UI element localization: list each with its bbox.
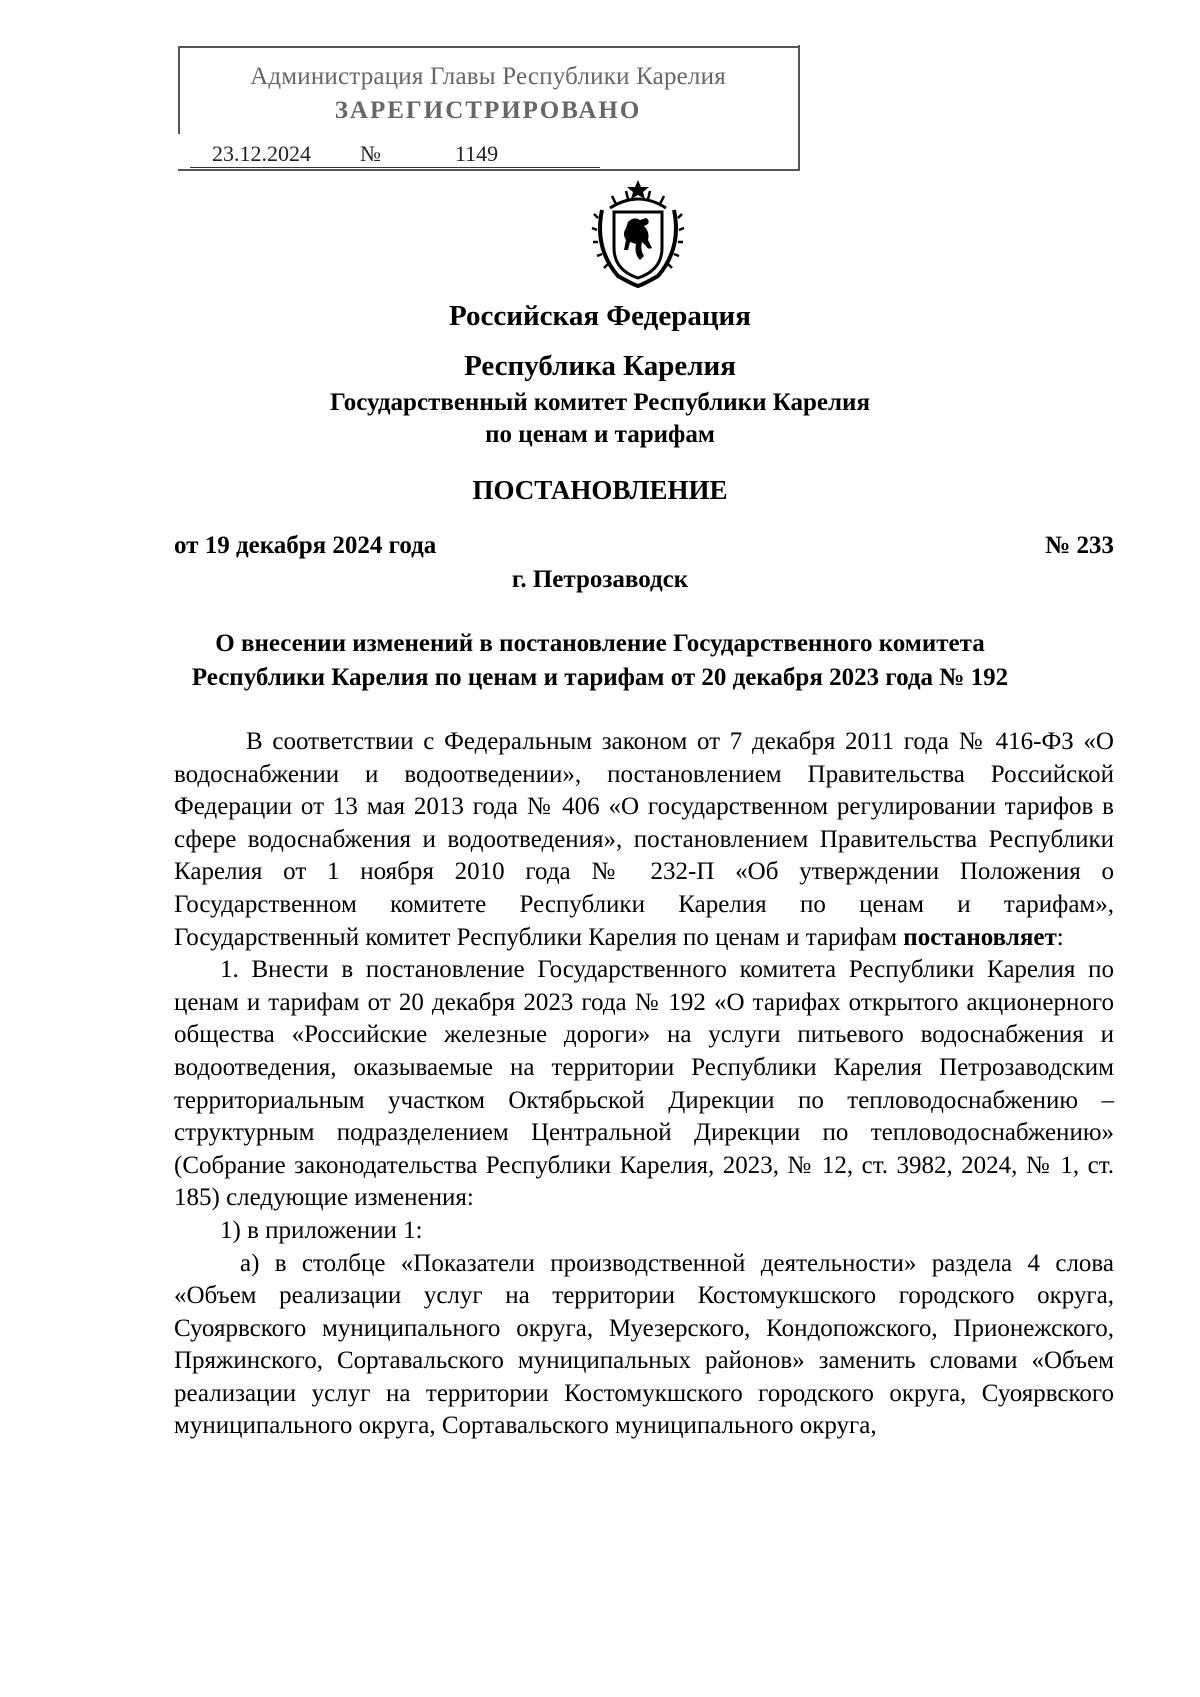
- committee-title-line1: Государственный комитет Республики Карелия: [330, 389, 870, 416]
- item-1-paragraph: 1. Внести в постановление Государственного комитета Республики Карелия по ценам и тарифам от 20 декабря 2023 года № 192 «О тарифах открытого акционерного общества «Российские железные дороги» на услуги питьевого водоснабжения и водоотведения, оказываемые на территории Республики Карелия Петрозаводским территориальным участком Октябрьской Дирекции по тепловодоснабжению – структурным подразделением Центральной Дирекции по тепловодоснабжению» (Собрание законодательства Республики Карелия, 2023, № 12, ст. 3982, 2024, № 1, ст. 185) следующие изменения:: [174, 956, 1114, 1212]
- stamp-organization: Администрация Главы Республики Карелия: [250, 63, 726, 90]
- document-type: ПОСТАНОВЛЕНИЕ: [472, 475, 728, 505]
- preamble-paragraph: [174, 726, 1114, 954]
- document-body: [174, 726, 1114, 1443]
- registration-stamp: [178, 45, 800, 171]
- subject-line2: Республики Карелия по ценам и тарифам от 20 декабря 2023 года № 192: [191, 664, 1009, 691]
- stamp-number: 1149: [455, 141, 499, 166]
- document-number: № 233: [1045, 532, 1114, 559]
- preamble-text: В соответствии с Федеральным законом от 7 декабря 2011 года № 416-ФЗ «О водоснабжении и водоотведении», постановлением Правительства Российской Федерации от 13 мая 2013 года № 406 «О государственном регулировании тарифов в сфере водоснабжения и водоотведения», постановлением Правительства Республики Карелия от 1 ноября 2010 года № 232-П «Об утверждении Положения о Государственном комитете Республики Карелия по ценам и тарифам», Государственный комитет Республики Карелия по ценам и тарифам: [174, 728, 1114, 951]
- coat-of-arms-icon: [588, 178, 688, 288]
- stamp-underline: [190, 167, 600, 168]
- committee-title-line2: по ценам и тарифам: [485, 421, 715, 448]
- document-city: г. Петрозаводск: [511, 566, 689, 593]
- stamp-registration-line: [190, 141, 770, 165]
- preamble-resolves: постановляет: [903, 923, 1057, 951]
- subject-line1: О внесении изменений в постановление Государственного комитета: [215, 630, 985, 657]
- republic-title: Республика Карелия: [464, 350, 736, 382]
- subitem-1a-paragraph: а) в столбце «Показатели производственной деятельности» раздела 4 слова «Объем реализации услуг на территории Костомукшского городского округа, Суоярвского муниципального округа, Муезерского, Кондопожского, Прионежского, Пряжинского, Сортавальского муниципальных районов» заменить словами «Объем реализации услуг на территории Костомукшского городского округа, Суоярвского муниципального округа, Сортавальского муниципального округа,: [174, 1249, 1114, 1440]
- stamp-status: ЗАРЕГИСТРИРОВАНО: [334, 97, 642, 124]
- subitem-1-paragraph: 1) в приложении 1:: [220, 1216, 423, 1244]
- document-date: от 19 декабря 2024 года: [174, 532, 437, 559]
- stamp-number-sign: №: [360, 141, 381, 166]
- country-title: Российская Федерация: [449, 300, 751, 332]
- stamp-date: 23.12.2024: [212, 141, 311, 166]
- preamble-colon: :: [1056, 923, 1064, 951]
